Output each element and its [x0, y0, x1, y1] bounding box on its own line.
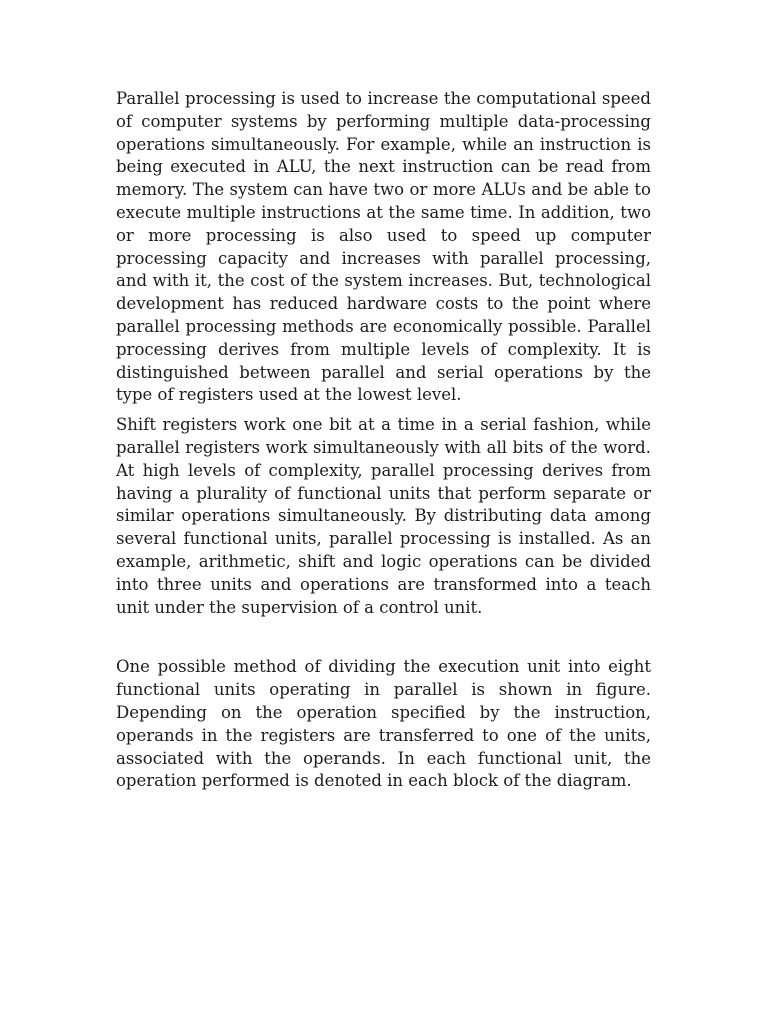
paragraph-execution-unit-division: One possible method of dividing the execution unit into eight functional units operating in parallel is shown in figure. Depending on the operation specified by the instruction, operands in the registers are transferred to one of the units, associated with the operands. In each functional unit, the operation performed is denoted in each block of the diagram. [116, 657, 651, 791]
paragraph-shift-registers: Shift registers work one bit at a time in a serial fashion, while parallel registers work simultaneously with all bits of the word. At high levels of complexity, parallel processing derives from having a plurality of functional units that perform separate or similar operations simultaneously. By distributing data among several functional units, parallel processing is installed. As an example, arithmetic, shift and logic operations can be divided into three units and operations are transformed into a teach unit under the supervision of a control unit. [116, 415, 651, 617]
paragraph-parallel-processing-intro: Parallel processing is used to increase the computational speed of computer systems by performing multiple data-processing operations simultaneously. For example, while an instruction is being executed in ALU, the next instruction can be read from memory. The system can have two or more ALUs and be able to execute multiple instructions at the same time. In addition, two or more processing is also used to speed up computer processing capacity and increases with parallel processing, and with it, the cost of the system increases. But, technological development has reduced hardware costs to the point where parallel processing methods are economically possible. Parallel processing derives from multiple levels of complexity. It is distinguished between parallel and serial operations by the type of registers used at the lowest level. [116, 89, 651, 405]
document-body [116, 88, 651, 793]
